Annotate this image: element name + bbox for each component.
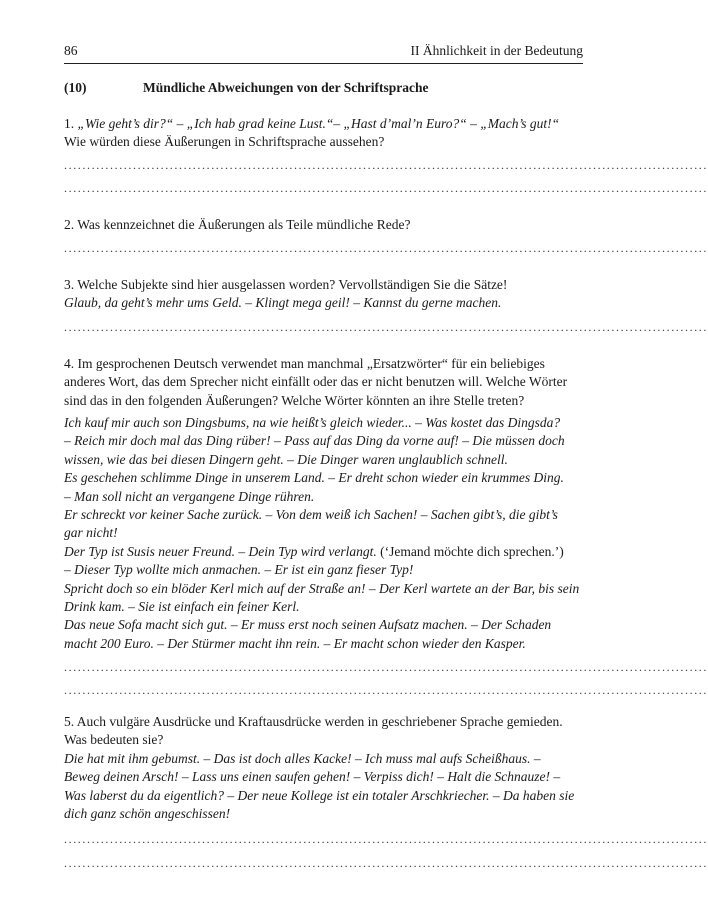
page-number: 86 (64, 43, 78, 58)
example-line: – Man soll nicht an vergangene Dinge rühren. (64, 488, 315, 504)
section-number: (10) (64, 80, 87, 95)
example-line: gar nicht! (64, 525, 118, 541)
example-line: Das neue Sofa macht sich gut. – Er muss erst noch seinen Aufsatz machen. – Der Schaden (64, 617, 552, 633)
example-line: – Dieser Typ wollte mich anmachen. – Er ist ein ganz fieser Typ! (64, 562, 414, 578)
exercise-2-question: 2. Was kennzeichnet die Äußerungen als Teile mündliche Rede? (64, 217, 411, 232)
answer-line[interactable]: ............................................................................................................................................ (64, 158, 708, 172)
exercise-4-line-2: anderes Wort, das dem Sprecher nicht einfällt oder das er nicht benutzen will. Welche Wörter (64, 374, 568, 390)
exercise-4-line-3: sind das in den folgenden Äußerungen? Welche Wörter könnten an ihre Stelle treten? (64, 392, 525, 408)
exercise-5-line-1: 5. Auch vulgäre Ausdrücke und Kraftausdrücke werden in geschriebener Sprache gemieden. (64, 714, 563, 729)
example-line: Was laberst du da eigentlich? – Der neue Kollege ist ein totaler Arschkriecher. – Da haben sie (64, 787, 575, 803)
exercise-4-question (64, 355, 583, 410)
exercise-1-quote: „Wie geht’s dir?“ – „Ich hab grad keine Lust.“– „Hast d’mal’n Euro?“ – „Mach’s gut!“ (77, 116, 560, 131)
running-header (64, 43, 583, 64)
example-line: Beweg deinen Arsch! – Lass uns einen saufen gehen! – Verpiss dich! – Halt die Schnauze! – (64, 769, 561, 785)
exercise-1-question: Wie würden diese Äußerungen in Schriftsprache aussehen? (64, 134, 385, 150)
exercise-5-examples (64, 750, 583, 824)
exercise-5-question (64, 713, 583, 750)
example-line: wissen, wie das bei diesen Dingern geht. – Die Dinger waren unglaublich schnell. (64, 451, 508, 467)
exercise-5-line-2: Was bedeuten sie? (64, 732, 164, 748)
example-text: Der Typ ist Susis neuer Freund. – Dein Typ wird verlangt. (64, 543, 377, 559)
example-line: – Reich mir doch mal das Ding rüber! – Pass auf das Ding da vorne auf! – Die müssen doch (64, 433, 565, 449)
example-line: macht 200 Euro. – Der Stürmer macht ihn rein. – Er macht schon wieder den Kasper. (64, 635, 526, 651)
answer-line[interactable]: ............................................................................................................................................ (64, 832, 708, 846)
example-line: Er schreckt vor keiner Sache zurück. – Von dem weiß ich Sachen! – Sachen gibt’s, die gibt’s (64, 507, 558, 523)
example-line: Ich kauf mir auch son Dingsbums, na wie heißt’s gleich wieder... – Was kostet das Dingsda? (64, 415, 561, 430)
exercise-1-prompt (64, 115, 583, 133)
example-line: Spricht doch so ein blöder Kerl mich auf der Straße an! – Der Kerl wartete an der Bar, bis sein (64, 580, 580, 596)
answer-line[interactable]: ............................................................................................................................................ (64, 320, 708, 334)
exercise-3 (64, 276, 583, 313)
example-line: Es geschehen schlimme Dinge in unserem Land. – Er dreht schon wieder ein krummes Ding. (64, 470, 564, 486)
answer-line[interactable]: ............................................................................................................................................ (64, 660, 708, 674)
gloss-text: (‘Jemand möchte dich sprechen.’) (376, 543, 564, 559)
answer-line[interactable]: ............................................................................................................................................ (64, 241, 708, 255)
example-line: Die hat mit ihm gebumst. – Das ist doch alles Kacke! – Ich muss mal aufs Scheißhaus. – (64, 751, 541, 766)
example-line: dich ganz schön angeschissen! (64, 806, 231, 822)
chapter-title: II Ähnlichkeit in der Bedeutung (410, 43, 583, 58)
exercise-2 (64, 216, 583, 234)
answer-line[interactable]: ............................................................................................................................................ (64, 856, 708, 870)
answer-line[interactable]: ............................................................................................................................................ (64, 683, 708, 697)
exercise-1 (64, 115, 583, 152)
exercise-3-question: 3. Welche Subjekte sind hier ausgelassen worden? Vervollständigen Sie die Sätze! (64, 277, 508, 292)
example-line: Drink kam. – Sie ist einfach ein feiner Kerl. (64, 599, 300, 615)
section-heading: Mündliche Abweichungen von der Schriftsprache (143, 80, 429, 95)
exercise-4-line-1: 4. Im gesprochenen Deutsch verwendet man manchmal „Ersatzwörter“ für ein beliebiges (64, 356, 545, 371)
example-line (64, 543, 583, 561)
answer-line[interactable]: ............................................................................................................................................ (64, 181, 708, 195)
exercise-3-examples: Glaub, da geht’s mehr ums Geld. – Klingt mega geil! – Kannst du gerne machen. (64, 295, 502, 311)
exercise-1-number: 1. (64, 116, 75, 131)
exercise-4-examples (64, 414, 583, 653)
